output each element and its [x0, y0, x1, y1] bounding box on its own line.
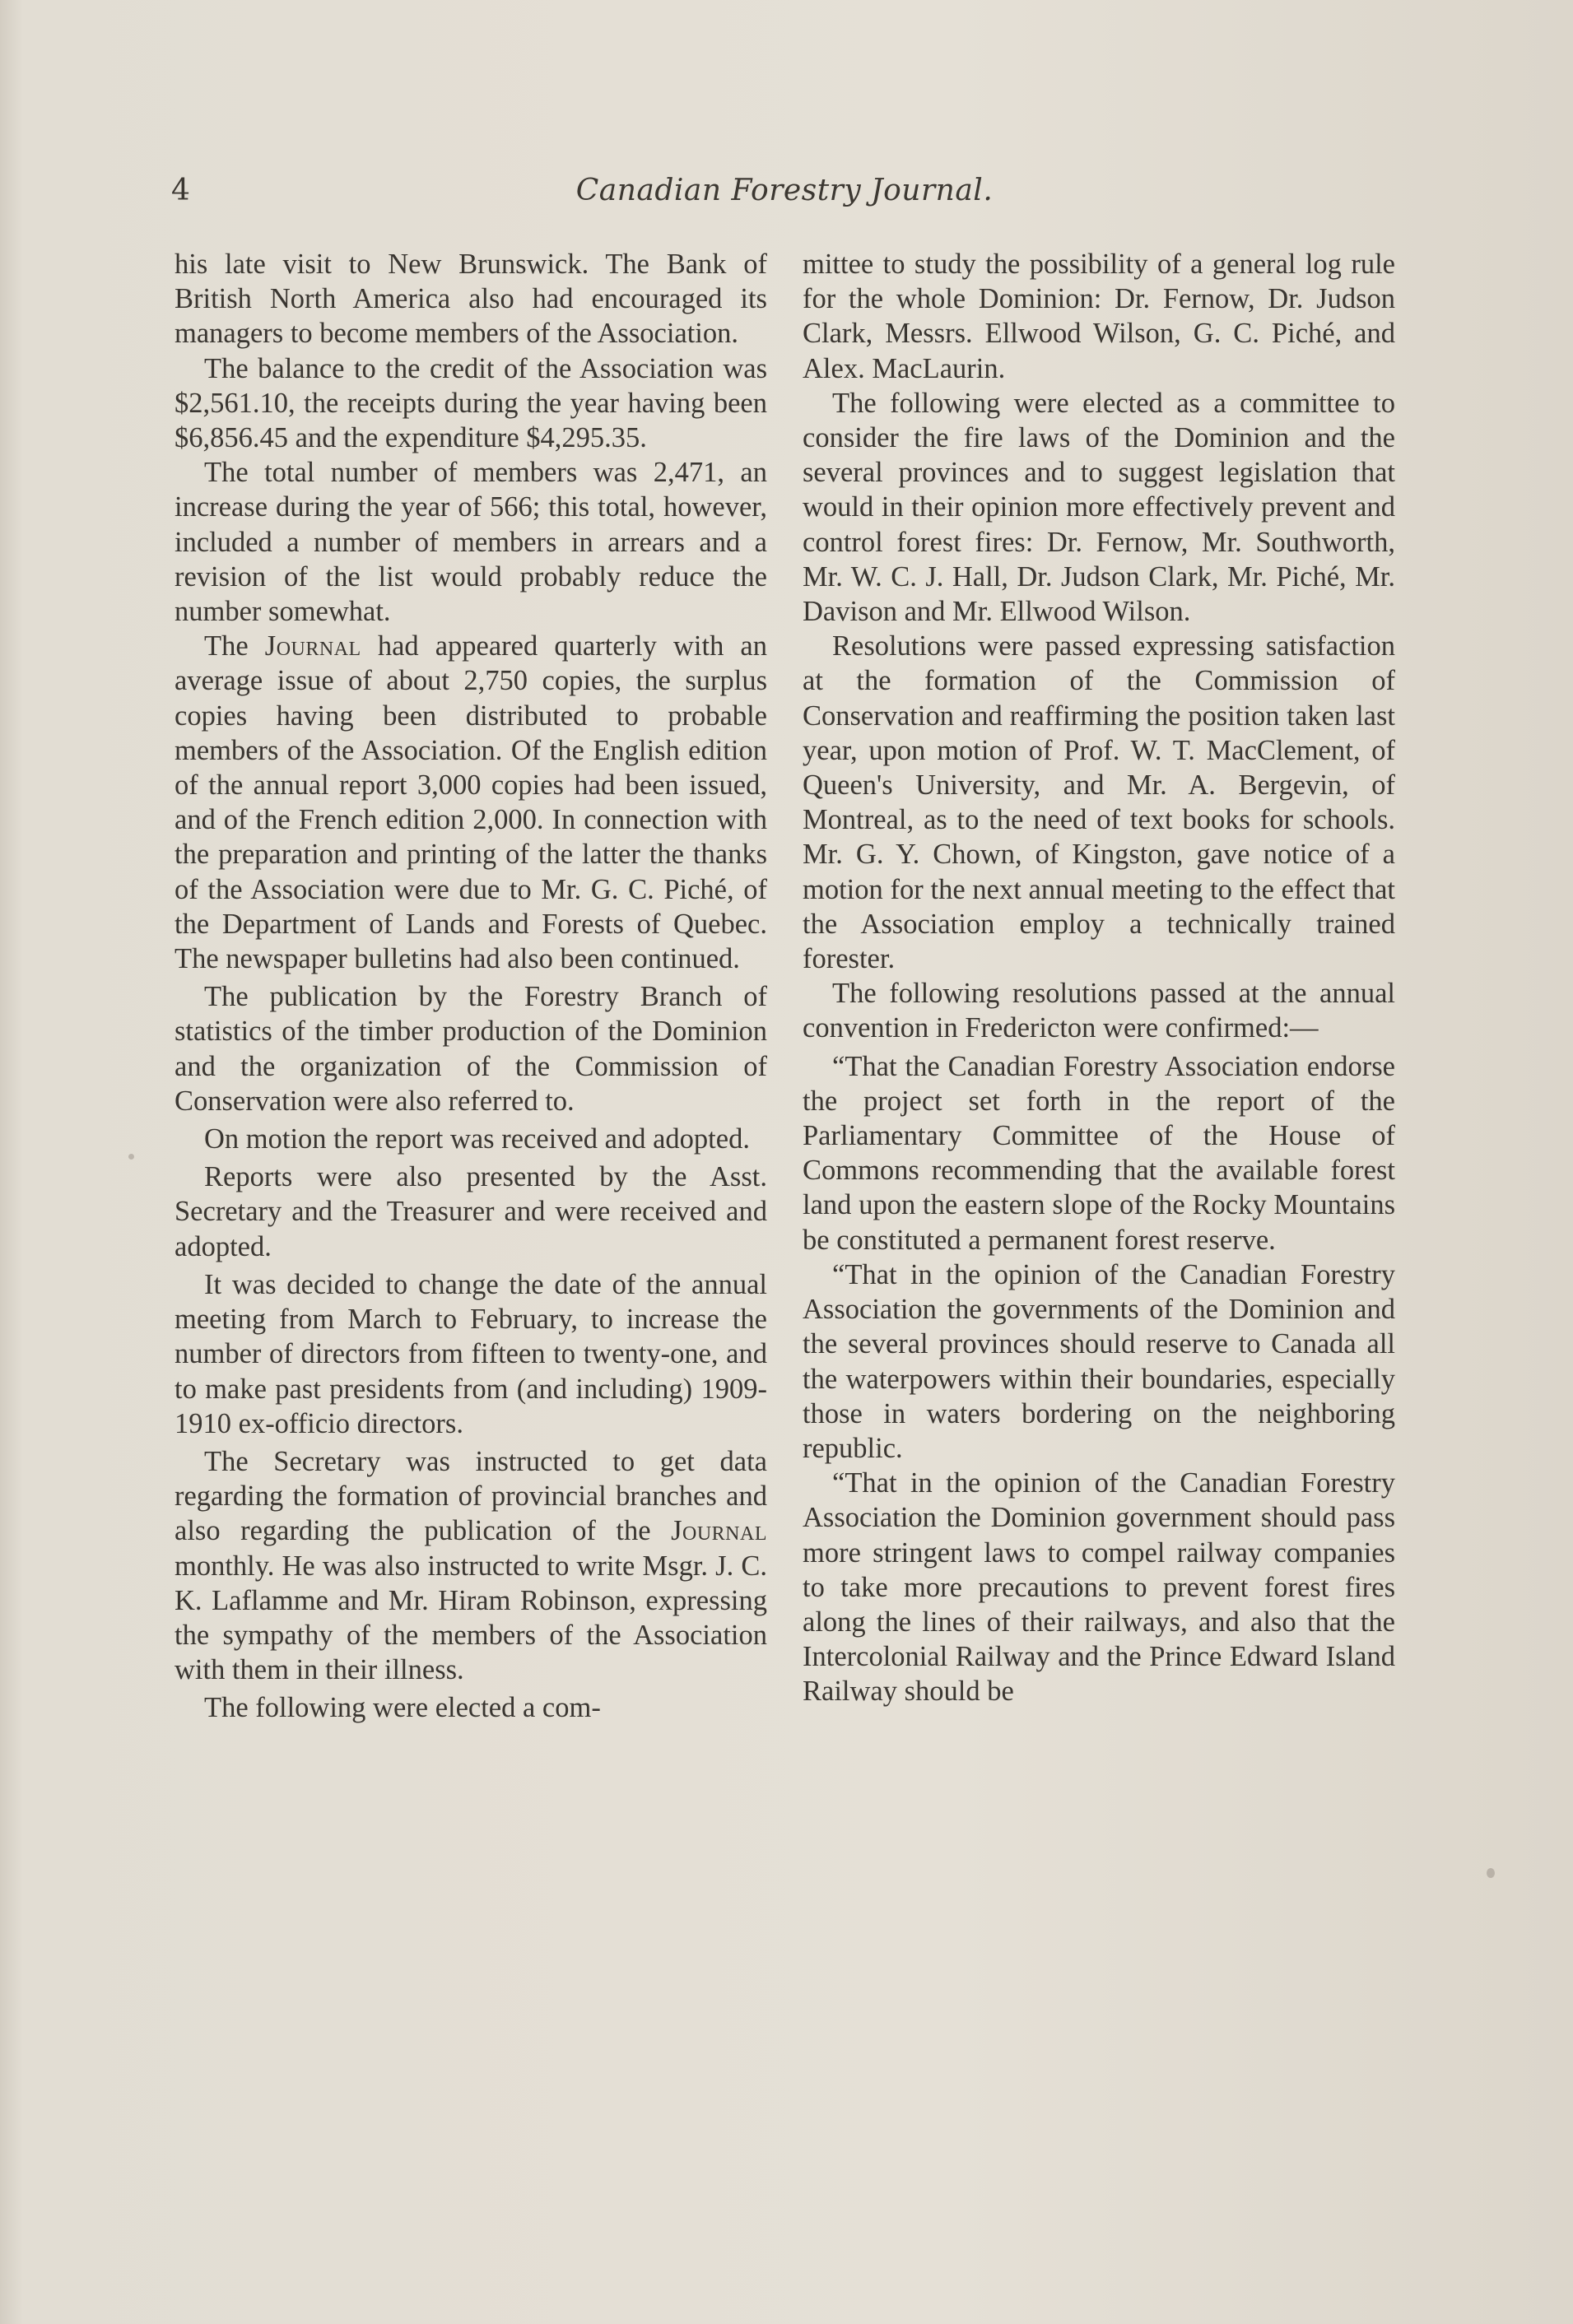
- paragraph: The publication by the Forestry Branch of statistics of the timber production of the Dominion and the organization of the Commission of Conservation were also referred to.: [175, 981, 767, 1117]
- paragraph: “That in the opinion of the Canadian Forestry Association the Dominion government should pass more stringent laws to compel railway companies to take more precautions to prevent forest fires along the lines of their railways, and also that the Intercolonial Railway and the Prince Edward Island Railway should be: [803, 1467, 1395, 1708]
- page-header: [171, 171, 1398, 217]
- ink-speck: [128, 1154, 134, 1160]
- paragraph: [175, 629, 767, 976]
- text-run: The: [204, 630, 265, 662]
- paragraph: It was decided to change the date of the annual meeting from March to February, to increase the number of directors from fifteen to twenty-one, and to make past presidents from (and including) 1909-1910 ex-officio directors.: [175, 1268, 767, 1439]
- text-run: monthly. He was also instructed to write Msgr. J. C. K. Laflamme and Mr. Hiram Robinson, expressing the sympathy of the members of the Association with them in their illness.: [175, 1550, 767, 1686]
- journal-name: Journal: [264, 630, 361, 662]
- paragraph: mittee to study the possibility of a general log rule for the whole Dominion: Dr. Fernow, Dr. Judson Clark, Messrs. Ellwood Wilson, G. C. Piché, and Alex. MacLaurin.: [803, 249, 1395, 384]
- paragraph: [175, 1444, 767, 1687]
- paragraph: The following resolutions passed at the annual convention in Fredericton were confirmed:—: [803, 978, 1395, 1044]
- text-run: had appeared quarterly with an average issue of about 2,750 copies, the surplus copies having been distributed to probable members of the Association. Of the English edition of the annual report 3,000 copies had been issued, and of the French edition 2,000. In connection with the preparation and printing of the latter the thanks of the Association were due to Mr. G. C. Piché, of the Department of Lands and Forests of Quebec. The newspaper bulletins had also been continued.: [175, 630, 767, 975]
- paragraph: On motion the report was received and adopted.: [204, 1123, 750, 1155]
- paragraph: “That the Canadian Forestry Association endorse the project set forth in the report of the Parliamentary Committee of the House of Commons recommending that the available forest land upon the eastern slope of the Rocky Mountains be constituted a permanent forest reserve.: [803, 1050, 1395, 1256]
- journal-name: Journal: [671, 1515, 767, 1547]
- paragraph: The total number of members was 2,471, an increase during the year of 566; this total, however, included a number of members in arrears and a revision of the list would probably reduce the number somewhat.: [175, 457, 767, 628]
- text-run: The Secretary was instructed to get data regarding the formation of provincial branches and also regarding the publication of the: [175, 1445, 767, 1547]
- paragraph: his late visit to New Brunswick. The Bank of British North America also had encouraged its managers to become members of the Association.: [175, 249, 767, 350]
- right-column: [803, 247, 1395, 1709]
- paragraph: The following were elected a com-: [204, 1692, 601, 1724]
- left-column: [175, 247, 767, 1726]
- paragraph: The balance to the credit of the Association was $2,561.10, the receipts during the year having been $6,856.45 and the expenditure $4,295.35.: [175, 352, 767, 454]
- paragraph: Reports were also presented by the Asst. Secretary and the Treasurer and were received and adopted.: [175, 1161, 767, 1262]
- paragraph: “That in the opinion of the Canadian Forestry Association the governments of the Dominion and the several provinces should reserve to Canada all the waterpowers within their boundaries, especially those in waters bordering on the neighboring republic.: [803, 1258, 1395, 1464]
- paragraph: Resolutions were passed expressing satisfaction at the formation of the Commission of Conservation and reaffirming the position taken last year, upon motion of Prof. W. T. MacClement, of Queen's University, and Mr. A. Bergevin, of Montreal, as to the need of text books for schools. Mr. G. Y. Chown, of Kingston, gave notice of a motion for the next annual meeting to the effect that the Association employ a technically trained forester.: [803, 630, 1395, 975]
- ink-speck: [1487, 1868, 1495, 1878]
- running-title: Canadian Forestry Journal.: [575, 174, 994, 207]
- page-number: 4: [171, 174, 190, 207]
- paragraph: The following were elected as a committee to consider the fire laws of the Dominion and the several provinces and to suggest legislation that would in their opinion more effectively prevent and control forest fires: Dr. Fernow, Mr. Southworth, Mr. W. C. J. Hall, Dr. Judson Clark, Mr. Piché, Mr. Davison and Mr. Ellwood Wilson.: [803, 387, 1395, 628]
